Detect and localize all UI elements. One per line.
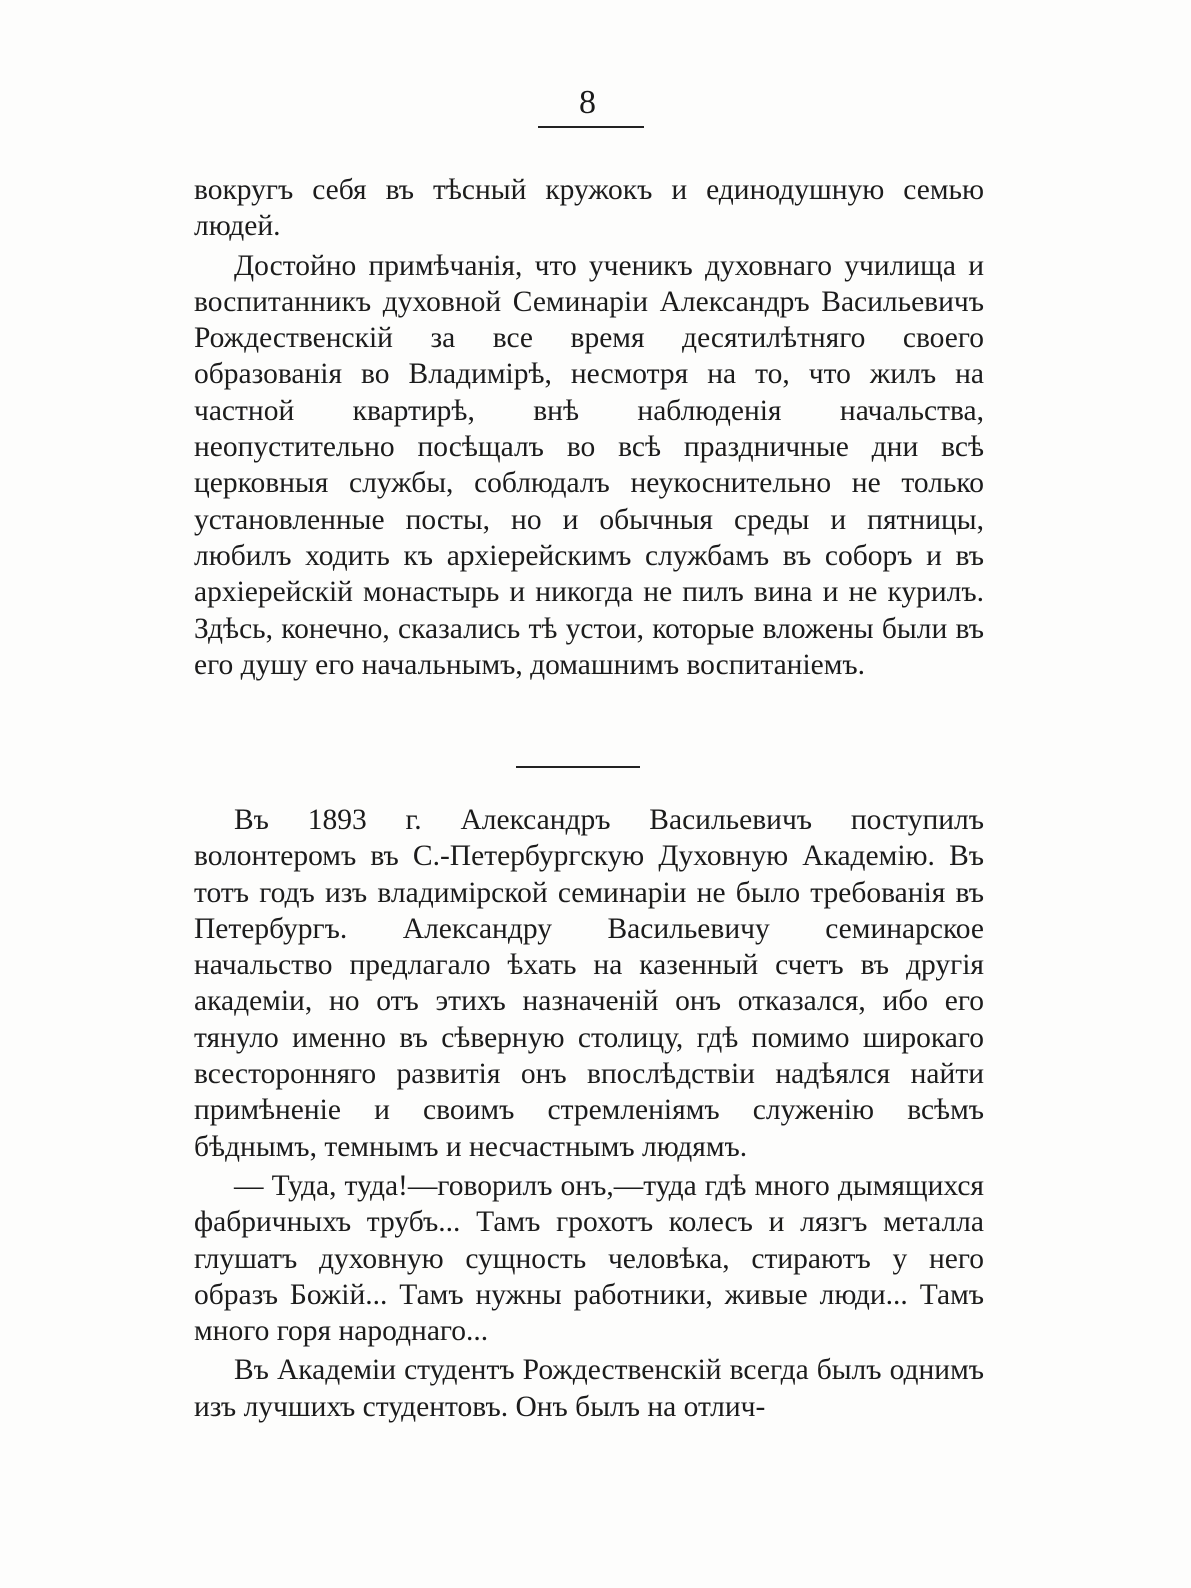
paragraph: Достойно примѣчанія, что ученикъ духовнаго училища и воспитанникъ духовной Семинаріи Александръ Васильевичъ Рождественскій за все время десятилѣтняго своего образованія во Владимірѣ, несмотря на то, что жилъ на частной квартирѣ, внѣ наблюденія начальства, неопустительно посѣщалъ во всѣ праздничные дни всѣ церковныя службы, соблюдалъ неукоснительно не только установленные посты, но и обычныя среды и пятницы, любилъ ходить къ архіерейскимъ службамъ въ соборъ и въ архіерейскій монастырь и никогда не пилъ вина и не курилъ. Здѣсь, конечно, сказались тѣ устои, которые вложены были въ его душу его начальнымъ, домашнимъ воспитаніемъ. [194,249,984,681]
text-section-2 [194,802,984,1425]
paragraph: — Туда, туда!—говорилъ онъ,—туда гдѣ много дымящихся фабричныхъ трубъ... Тамъ грохотъ колесъ и лязгъ металла глушатъ духовную сущность человѣка, стираютъ у него образъ Божій... Тамъ нужны работники, живые люди... Тамъ много горя народнаго... [194,1169,984,1348]
text-section-1 [194,172,984,683]
header-rule [538,126,644,128]
section-divider [516,766,640,768]
page-number: 8 [579,84,596,121]
paragraph: Въ Академіи студентъ Рождественскій всегда былъ однимъ изъ лучшихъ студентовъ. Онъ былъ на отлич- [194,1354,984,1423]
paragraph: вокругъ себя въ тѣсный кружокъ и единодушную семью людей. [194,174,984,243]
paragraph: Въ 1893 г. Александръ Васильевичъ поступилъ волонтеромъ въ С.-Петербургскую Духовную Академію. Въ тотъ годъ изъ владимірской семинаріи не было требованія въ Петербургъ. Александру Васильевичу семинарское начальство предлагало ѣхать на казенный счетъ въ другія академіи, но отъ этихъ назначеній онъ отказался, ибо его тянуло именно въ сѣверную столицу, гдѣ помимо широкаго всесторонняго развитія онъ впослѣдствіи надѣялся найти примѣненіе и своимъ стремленіямъ служенію всѣмъ бѣднымъ, темнымъ и несчастнымъ людямъ. [194,804,984,1163]
